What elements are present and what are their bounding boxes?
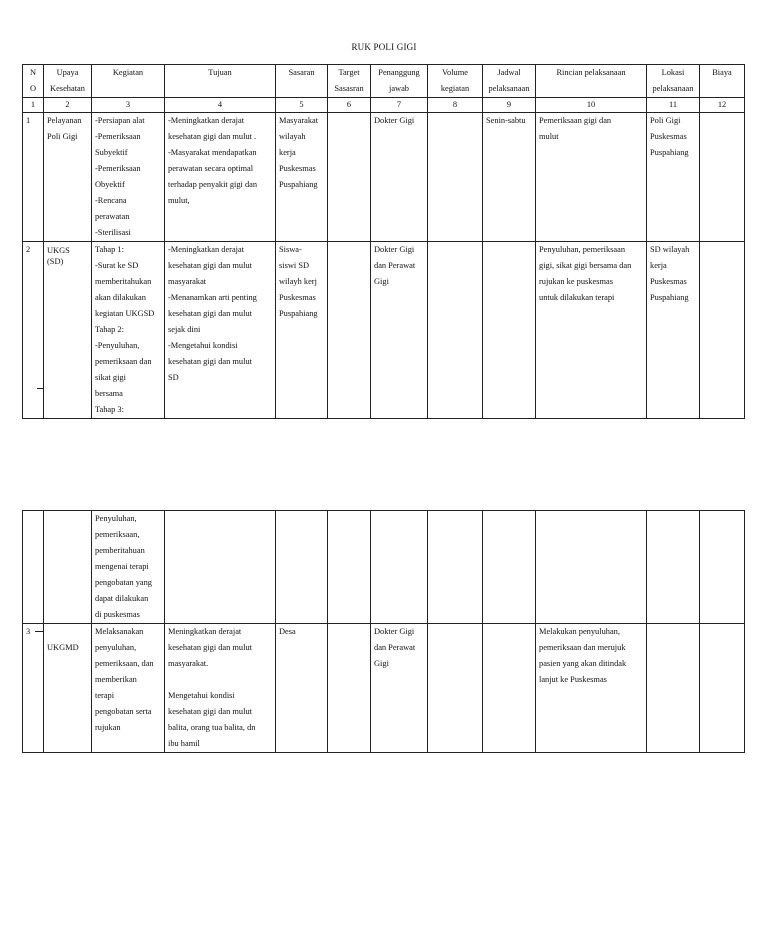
strike-mark [35,631,44,632]
col-number: 8 [428,98,483,113]
cell-target [328,113,371,242]
col-number: 12 [700,98,745,113]
cell-penanggung-jawab: Dokter Gigi [371,113,428,242]
cell-lokasi [647,511,700,624]
table-row [23,624,745,753]
col-header-jadwal: Jadwal pelaksanaan [483,65,536,98]
cell-tujuan: Meningkatkan derajat kesehatan gigi dan mulut masyarakat. Mengetahui kondisi kesehatan gigi dan mulut balita, orang tua balita, dn ibu hamil [165,624,276,753]
cell-volume [428,242,483,419]
cell-volume [428,113,483,242]
cell-jadwal: Senin-sabtu [483,113,536,242]
cell-volume [428,624,483,753]
table-row [23,242,745,419]
cell-no [23,242,44,419]
cell-jadwal [483,242,536,419]
cell-no [23,624,44,753]
col-number: 5 [276,98,328,113]
cell-target [328,242,371,419]
cell-biaya [700,511,745,624]
cell-upaya [44,511,92,624]
cell-lokasi: SD wilayah kerja Puskesmas Puspahiang [647,242,700,419]
page-title: RUK POLI GIGI [351,42,417,52]
cell-kegiatan: -Persiapan alat -Pemeriksaan Subyektif -Pemeriksaan Obyektif -Rencana perawatan -Sterilisasi [92,113,165,242]
cell-upaya: UKGMD [44,624,92,753]
ruk-table-part-2 [22,510,745,753]
col-header-kegiatan: Kegiatan [92,65,165,98]
col-header-upaya: Upaya Kesehatan [44,65,92,98]
col-header-no: N O [23,65,44,98]
cell-tujuan: -Meningkatkan derajat kesehatan gigi dan mulut . -Masyarakat mendapatkan perawatan secara optimal terhadap penyakit gigi dan mulut, [165,113,276,242]
cell-jadwal [483,511,536,624]
col-header-target: Target Sasasran [328,65,371,98]
col-header-biaya: Biaya [700,65,745,98]
cell-kegiatan: Melaksanakan penyuluhan, pemeriksaan, dan memberikan terapi pengobatan serta rujukan [92,624,165,753]
cell-kegiatan: Penyuluhan, pemeriksaan, pemberitahuan mengenai terapi pengobatan yang dapat dilakukan di puskesmas [92,511,165,624]
cell-penanggung-jawab: Dokter Gigi dan Perawat Gigi [371,242,428,419]
cell-no [23,511,44,624]
cell-target [328,511,371,624]
col-number: 7 [371,98,428,113]
cell-biaya [700,624,745,753]
cell-no-text: 2 [26,245,31,254]
cell-tujuan [165,511,276,624]
cell-no-text: 3 [26,627,31,636]
cell-volume [428,511,483,624]
column-number-row [23,98,745,113]
cell-sasaran: Siswa- siswi SD wilayh kerj Puskesmas Puspahiang [276,242,328,419]
cell-biaya [700,242,745,419]
cell-penanggung-jawab [371,511,428,624]
cell-penanggung-jawab: Dokter Gigi dan Perawat Gigi [371,624,428,753]
cell-rincian [536,511,647,624]
cell-rincian: Penyuluhan, pemeriksaan gigi, sikat gigi bersama dan rujukan ke puskesmas untuk dilakukan terapi [536,242,647,419]
table-row [23,113,745,242]
cell-rincian: Melakukan penyuluhan, pemeriksaan dan merujuk pasien yang akan ditindak lanjut ke Puskesmas [536,624,647,753]
col-header-lokasi: Lokasi pelaksanaan [647,65,700,98]
col-number: 3 [92,98,165,113]
strike-mark [37,388,44,389]
cell-no: 1 [23,113,44,242]
cell-tujuan: -Meningkatkan derajat kesehatan gigi dan mulut masyarakat -Menanamkan arti penting kesehatan gigi dan mulut sejak dini -Mengetahui kondisi kesehatan gigi dan mulut SD [165,242,276,419]
col-number: 6 [328,98,371,113]
col-header-volume: Volume kegiatan [428,65,483,98]
col-header-sasaran: Sasaran [276,65,328,98]
cell-biaya [700,113,745,242]
cell-sasaran [276,511,328,624]
cell-jadwal [483,624,536,753]
col-number: 4 [165,98,276,113]
col-number: 2 [44,98,92,113]
ruk-table-part-1 [22,64,745,419]
cell-sasaran: Masyarakat wilayah kerja Puskesmas Puspahiang [276,113,328,242]
cell-lokasi [647,624,700,753]
cell-upaya: Pelayanan Poli Gigi [44,113,92,242]
cell-lokasi: Poli Gigi Puskesmas Puspahiang [647,113,700,242]
cell-target [328,624,371,753]
col-number: 9 [483,98,536,113]
table-row [23,511,745,624]
col-number: 11 [647,98,700,113]
col-number: 1 [23,98,44,113]
cell-kegiatan: Tahap 1: -Surat ke SD memberitahukan akan dilakukan kegiatan UKGSD Tahap 2: -Penyuluhan, pemeriksaan dan sikat gigi bersama Tahap 3: [92,242,165,419]
header-row [23,65,745,98]
col-number: 10 [536,98,647,113]
cell-sasaran: Desa [276,624,328,753]
cell-rincian: Pemeriksaan gigi dan mulut [536,113,647,242]
cell-upaya: UKGS (SD) [44,242,92,419]
col-header-rincian: Rincian pelaksanaan [536,65,647,98]
col-header-penanggung: Penanggung jawab [371,65,428,98]
col-header-tujuan: Tujuan [165,65,276,98]
